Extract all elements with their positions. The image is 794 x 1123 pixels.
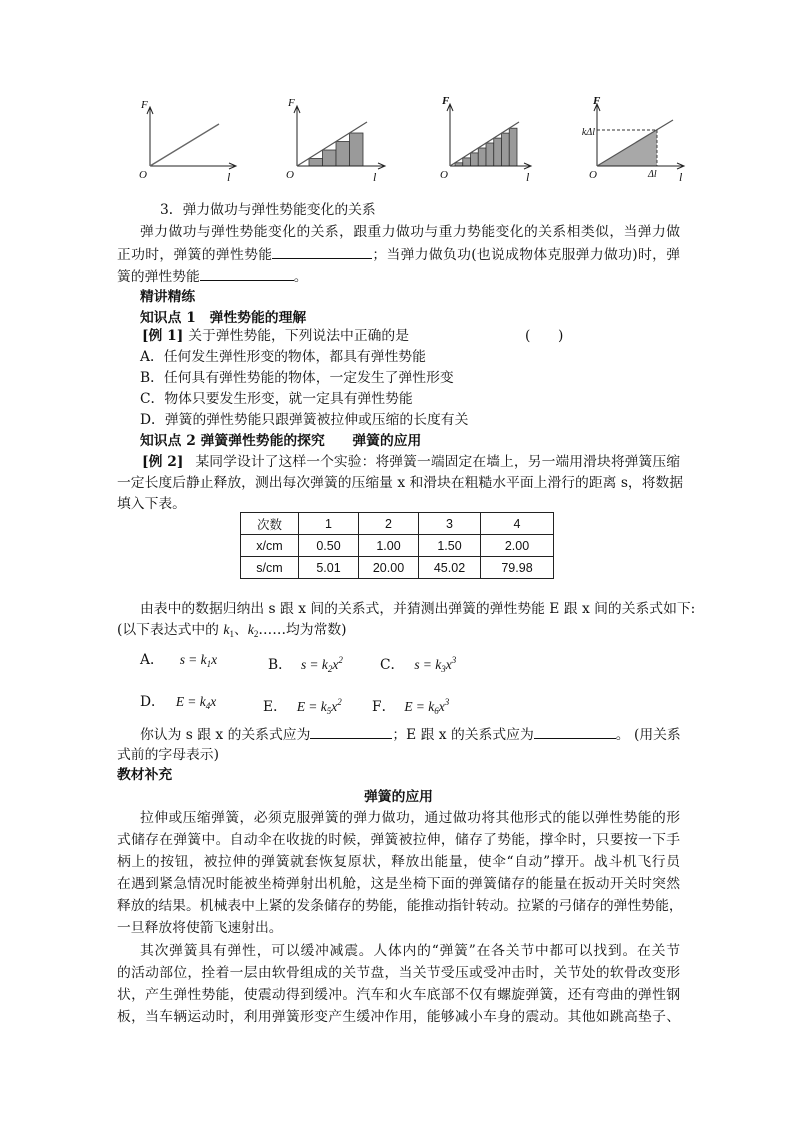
graph-3-y-label: F (442, 95, 450, 107)
example-2-text: 某同学设计了这样一个实验：将弹簧一端固定在墙上，另一端用滑块将弹簧压缩 (195, 454, 680, 470)
fill-in-blank (310, 724, 392, 739)
section-3-line-3 (117, 266, 308, 286)
section-3-line-2 (117, 244, 680, 264)
fill-in-blank (200, 266, 294, 281)
graph-3-bar (471, 153, 479, 166)
graph-3-bar (494, 138, 502, 166)
graph-1-y-label: F (141, 99, 148, 111)
constant-k2 (248, 622, 259, 637)
formula-coefficient: k (435, 657, 442, 672)
section-3-heading: 3．弹力做功与弹性势能变化的关系 (160, 202, 376, 218)
formula-variable: x (445, 657, 452, 672)
paragraph-2-line: 其次弹簧具有弹性，可以缓冲减震。人体内的“弹簧”在各关节中都可以找到。在关节 (140, 943, 680, 959)
formula-coefficient: k (200, 652, 207, 667)
formula-lhs: s (179, 652, 186, 667)
table-cell: 3 (419, 513, 481, 535)
option-a (140, 650, 217, 670)
table-cell: 5.01 (299, 557, 359, 579)
example-2-answer-line-2: 式前的字母表示) (117, 747, 219, 763)
formula-equals: = (416, 699, 425, 714)
example-2-line-1 (142, 452, 680, 472)
formula-subscript: 1 (206, 659, 212, 669)
table-cell: 20.00 (359, 557, 419, 579)
example-2-prompt-2 (117, 620, 347, 640)
formula-equals: = (188, 694, 196, 709)
example-1-tag: [例 1] (142, 328, 184, 344)
table-cell: 1.00 (359, 535, 419, 557)
formula-coefficient: k (428, 699, 435, 714)
graph-4 (582, 95, 684, 184)
knowledge-point-2: 知识点 2 弹簧弹性势能的探究 弹簧的应用 (140, 433, 422, 449)
formula-exponent: 2 (337, 697, 342, 707)
answer-text-3: 。 (用关系 (615, 726, 681, 743)
example-2-answer-line (140, 724, 681, 744)
choice-a: A．任何发生弹性形变的物体，都具有弹性势能 (140, 349, 426, 365)
paragraph-1-line: 在遇到紧急情况时能被坐椅弹射出机舱，这是坐椅下面的弹簧储存的能量在扳动开关时突然 (117, 876, 680, 892)
force-displacement-figures (0, 0, 794, 192)
formula-lhs: E (296, 699, 306, 714)
graph-1-origin-label: O (139, 169, 147, 181)
constant-subscript: 1 (229, 629, 234, 639)
choice-c: C．物体只要发生形变，就一定具有弹性势能 (140, 391, 413, 407)
graph-2-bar (350, 133, 364, 166)
example-2-line-2: 一定长度后静止释放，测出每次弹簧的压缩量 x 和滑块在粗糙水平面上滑行的距离 s，将数据 (117, 475, 684, 491)
table-cell: s/cm (241, 557, 299, 579)
table-cell: 0.50 (299, 535, 359, 557)
example-2-prompt-1: 由表中的数据归纳出 s 跟 x 间的关系式，并猜测出弹簧的弹性势能 E 跟 x 间的关系式如下: (140, 601, 696, 617)
option-b (268, 650, 343, 674)
section-3-line-2-end: ；当弹力做负功(也说成物体克服弹力做功)时，弹 (372, 246, 680, 263)
option-label: C． (380, 657, 405, 673)
option-label: F． (372, 699, 396, 715)
option-formula (414, 657, 456, 672)
formula-subscript: 5 (326, 706, 332, 716)
formula-lhs: E (175, 694, 185, 709)
option-label: A． (140, 652, 164, 668)
formula-subscript: 3 (441, 664, 446, 674)
supplement-heading: 教材补充 (117, 767, 173, 783)
paragraph-2-line: 状，产生弹性势能，使震动得到缓冲。汽车和火车底部不仅有螺旋弹簧，还有弯曲的弹性钢 (117, 987, 680, 1003)
formula-equals: = (189, 652, 197, 667)
prompt-2-end: ……均为常数) (258, 622, 347, 638)
table-cell: 2 (359, 513, 419, 535)
table-cell: x/cm (241, 535, 299, 557)
formula-equals: = (309, 699, 317, 714)
table-cell: 1.50 (419, 535, 481, 557)
table-cell: 2.00 (481, 535, 554, 557)
prompt-2-start: (以下表达式中的 (117, 622, 224, 638)
graph-3-bar (463, 158, 471, 166)
graph-2-x-label: l (373, 170, 377, 184)
paragraph-1-line: 柄上的按钮，被拉伸的弹簧就套恢复原状，释放出能量，使伞“自动”撑开。战斗机飞行员 (117, 854, 680, 870)
formula-equals: = (423, 657, 432, 672)
experiment-data-table (240, 512, 554, 579)
table-row-trial-number (241, 513, 554, 535)
graph-3-bar (478, 148, 486, 166)
formula-lhs: s (414, 657, 420, 672)
example-2-tag: [例 2] (142, 454, 184, 470)
constant-k1 (223, 622, 234, 637)
paragraph-1-line: 一旦释放将使箭飞速射出。 (117, 920, 283, 936)
table-row-compression (241, 535, 554, 557)
formula-coefficient: k (199, 694, 206, 709)
graph-2-y-label: F (288, 97, 295, 109)
section-3-line-3-end: 。 (293, 268, 308, 285)
formula-exponent: 3 (451, 655, 457, 665)
graph-2-bar (309, 159, 323, 167)
formula-variable: x (331, 699, 338, 714)
graph-4-x-label: l (679, 170, 683, 184)
table-cell: 45.02 (419, 557, 481, 579)
option-label: B． (268, 657, 292, 673)
table-cell: 次数 (241, 513, 299, 535)
formula-variable: x (211, 652, 218, 667)
option-c (380, 650, 457, 674)
formula-subscript: 6 (434, 706, 439, 716)
practice-heading: 精讲精练 (140, 289, 196, 305)
graph-1-force-line (150, 124, 219, 166)
graph-4-origin-label: O (589, 169, 597, 181)
graph-2-origin-label: O (286, 169, 294, 181)
option-f (372, 692, 450, 716)
option-formula (301, 657, 343, 672)
formula-variable: x (332, 657, 339, 672)
formula-lhs: E (404, 699, 413, 714)
supplement-title: 弹簧的应用 (364, 789, 433, 805)
table-row-distance (241, 557, 554, 579)
graph-2-bar (323, 150, 337, 166)
graph-1 (139, 99, 236, 184)
section-3-line-1: 弹力做功与弹性势能变化的关系，跟重力做功与重力势能变化的关系相类似，当弹力做 (140, 224, 680, 240)
prompt-2-separator: 、 (233, 622, 248, 638)
graph-4-y-mark: kΔl (581, 127, 595, 138)
graph-1-x-label: l (227, 170, 231, 184)
formula-exponent: 2 (338, 655, 343, 665)
paragraph-1-line: 释放的结果。机械表中上紧的发条储存的势能，能推动指针转动。拉紧的弓储存的弹性势能， (117, 898, 683, 914)
graph-3-bar (509, 128, 517, 166)
paragraph-1-line: 拉伸或压缩弹簧，必须克服弹簧的弹力做功，通过做功将其他形式的能以弹性势能的形 (140, 810, 680, 826)
option-formula (180, 652, 217, 667)
option-e (263, 692, 342, 716)
graph-3-origin-label: O (440, 169, 448, 181)
graph-3-bar (502, 133, 510, 166)
paragraph-2-line: 的活动部位，拴着一层由软骨组成的关节盘，当关节受压或受冲击时，关节处的软骨改变形 (117, 965, 680, 981)
choice-d: D．弹簧的弹性势能只跟弹簧被拉伸或压缩的长度有关 (140, 412, 469, 428)
option-label: E． (263, 699, 287, 715)
graph-2-bar (336, 142, 350, 167)
graph-4-y-label: F (593, 95, 601, 107)
graph-4-x-mark: Δl (648, 169, 657, 180)
option-label: D． (140, 694, 165, 710)
option-formula (404, 699, 449, 714)
graph-2 (286, 97, 385, 184)
table-cell: 1 (299, 513, 359, 535)
formula-lhs: s (300, 657, 307, 672)
option-d (140, 692, 216, 712)
example-1-question: 关于弹性势能，下列说法中正确的是 (188, 328, 410, 344)
option-formula (176, 694, 216, 709)
graph-2-bars (309, 133, 363, 166)
example-1-stem (142, 326, 409, 346)
graph-3 (440, 95, 531, 184)
paragraph-1-line: 式储存在弹簧中。自动伞在收拢的时候，弹簧被拉伸，储存了势能，撑伞时，只要按一下手 (117, 832, 680, 848)
graph-3-bars (455, 128, 517, 166)
formula-subscript: 4 (205, 701, 211, 711)
table-cell: 4 (481, 513, 554, 535)
knowledge-point-1: 知识点 1 弹性势能的理解 (140, 310, 307, 326)
formula-equals: = (310, 657, 318, 672)
answer-bracket: ( ) (525, 328, 564, 344)
formula-variable: x (438, 699, 445, 714)
graph-3-x-label: l (526, 170, 530, 184)
formula-coefficient: k (320, 699, 327, 714)
fill-in-blank (272, 244, 372, 259)
fill-in-blank (534, 724, 616, 739)
option-formula (297, 699, 342, 714)
example-2-line-3: 填入下表。 (117, 496, 186, 512)
constant-k: k (223, 622, 230, 637)
formula-variable: x (210, 694, 217, 709)
formula-subscript: 2 (327, 664, 333, 674)
section-3-line-2-start: 正功时，弹簧的弹性势能 (117, 246, 273, 263)
answer-text-2: ；E 跟 x 的关系式应为 (392, 726, 534, 743)
formula-coefficient: k (321, 657, 328, 672)
paragraph-2-line: 板，当车辆运动时，利用弹簧形变产生缓冲作用，能够减小车身的震动。其他如跳高垫子、 (117, 1009, 680, 1025)
formula-exponent: 3 (444, 697, 450, 707)
constant-subscript: 2 (253, 629, 259, 639)
graph-3-bar (486, 143, 494, 166)
table-cell: 79.98 (481, 557, 554, 579)
choice-b: B．任何具有弹性势能的物体，一定发生了弹性形变 (140, 370, 454, 386)
section-3-line-3-start: 簧的弹性势能 (117, 268, 200, 285)
constant-k: k (247, 622, 254, 637)
answer-text-1: 你认为 s 跟 x 的关系式应为 (140, 726, 311, 743)
